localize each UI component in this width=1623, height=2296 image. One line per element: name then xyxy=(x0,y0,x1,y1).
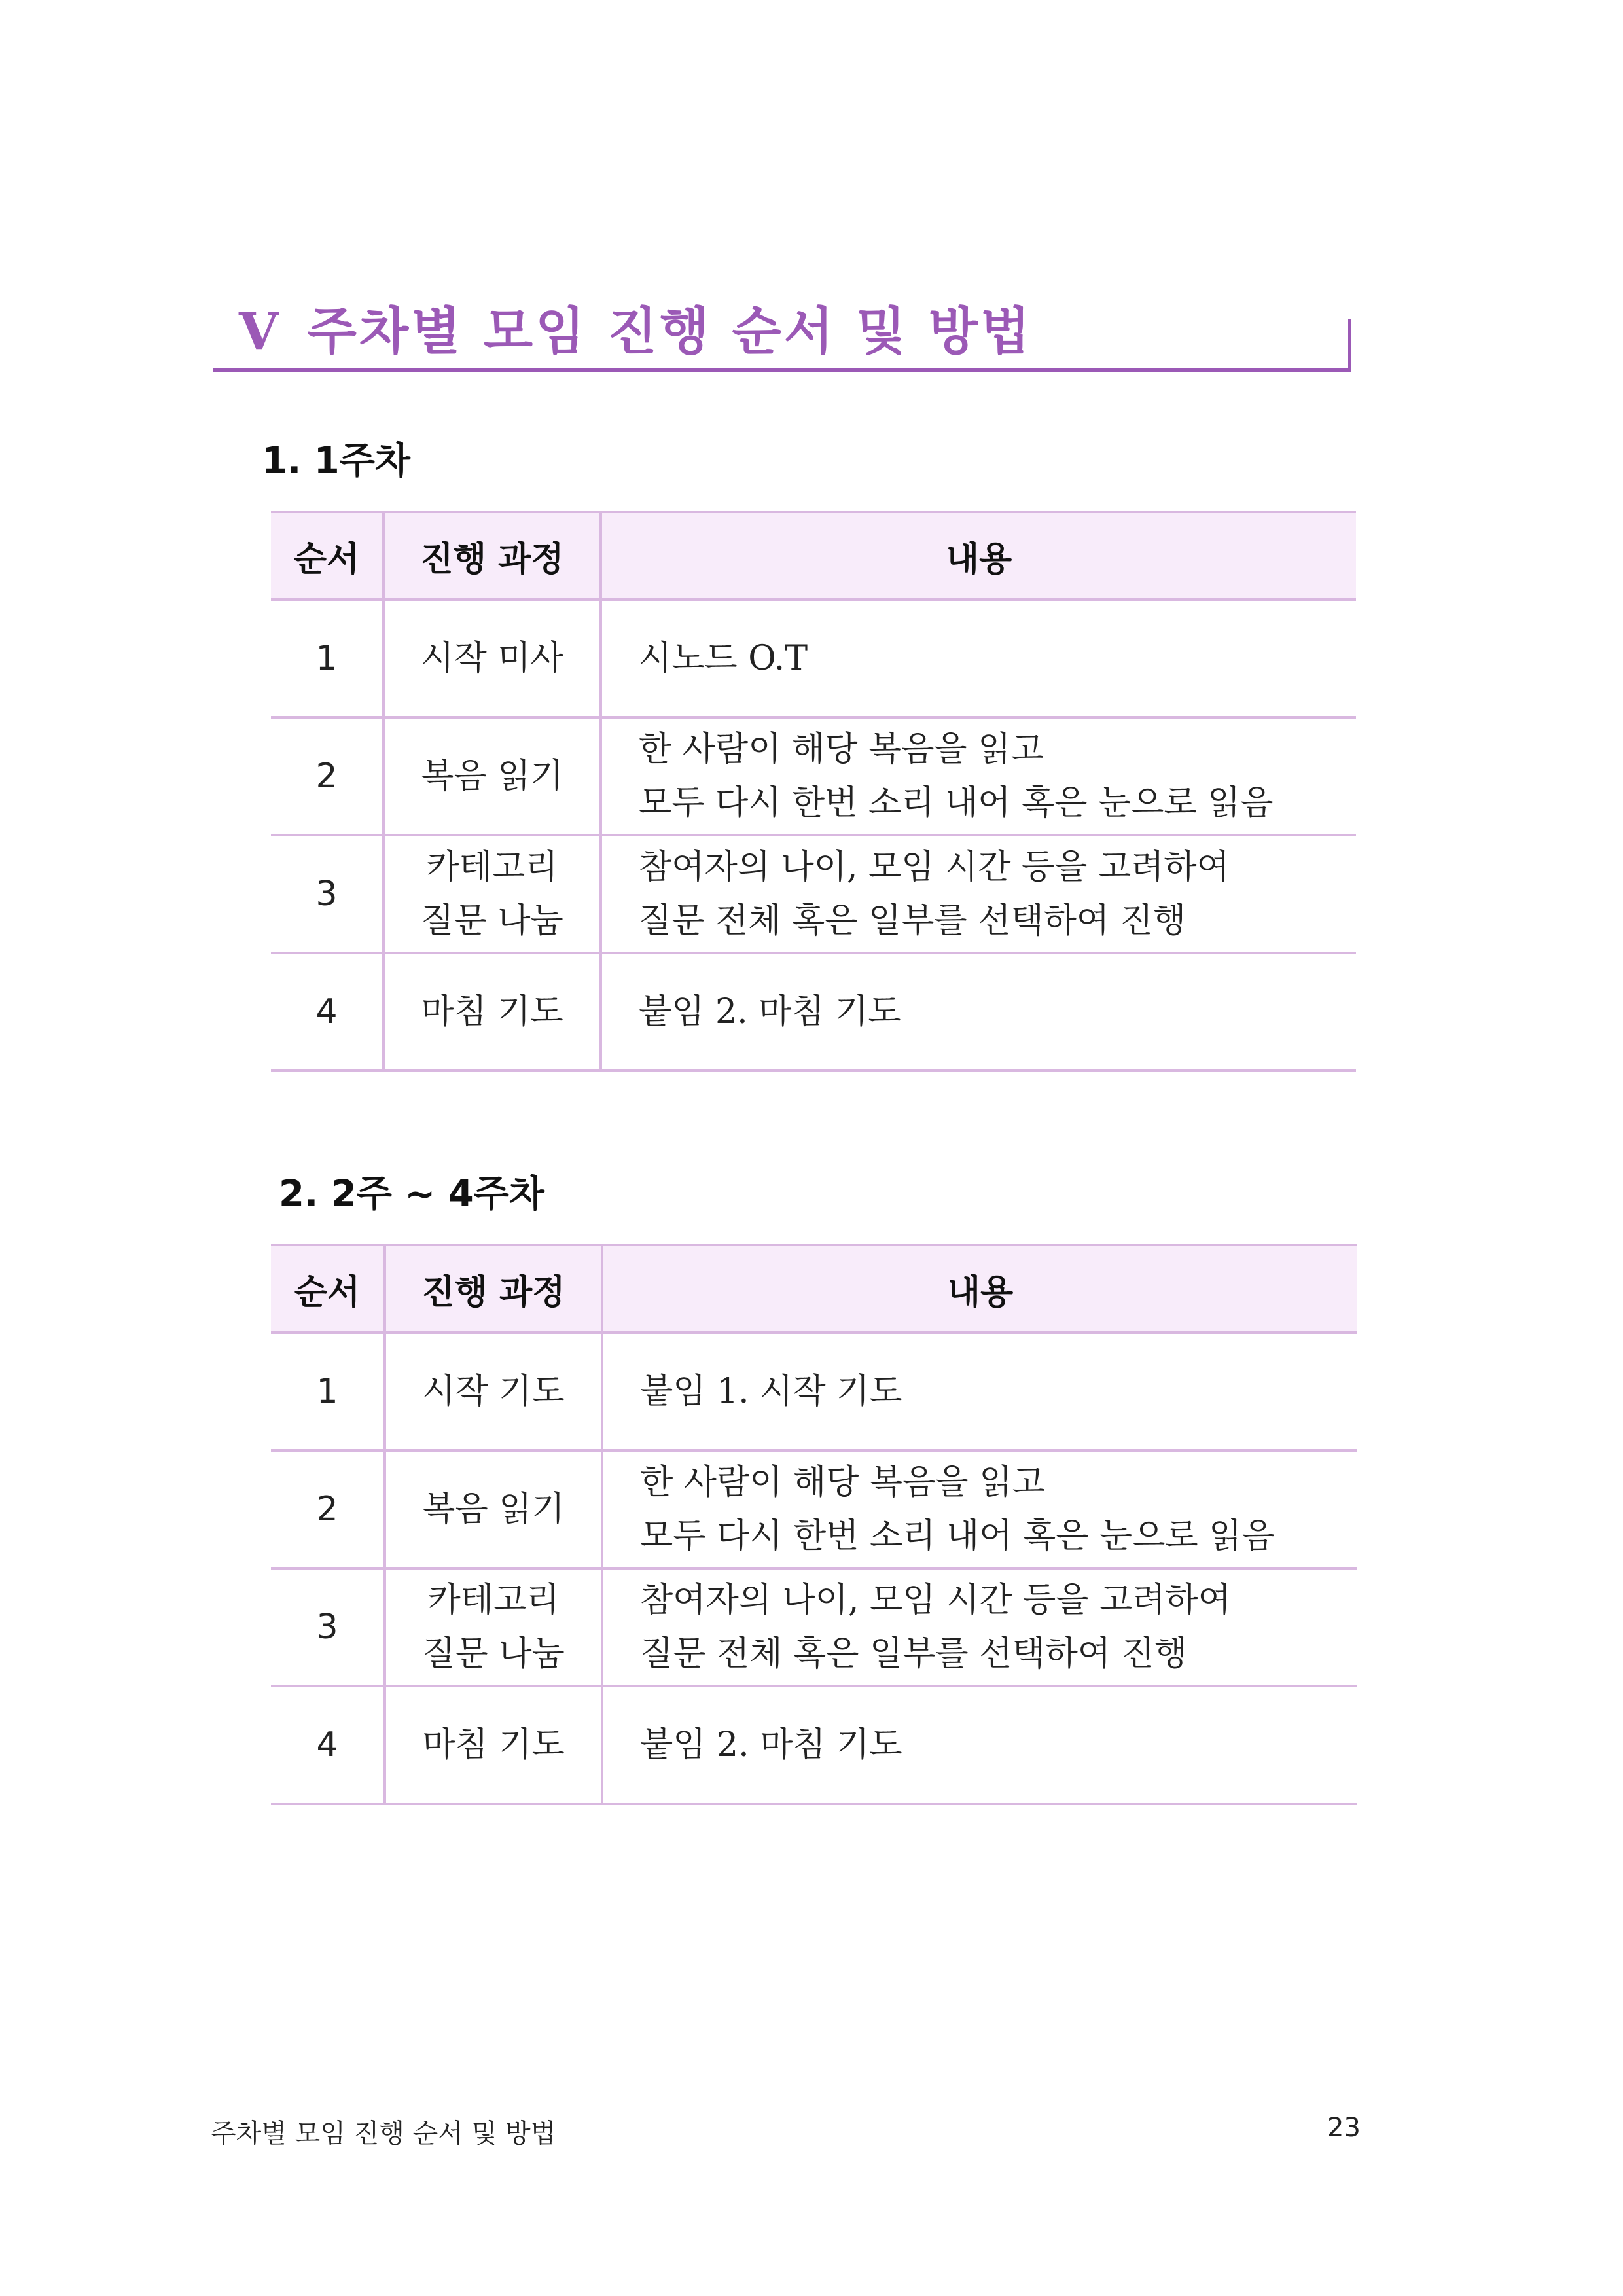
content-line: 붙임 2. 마침 기도 xyxy=(640,1725,902,1765)
row-order: 1 xyxy=(271,600,383,717)
table-row xyxy=(271,1450,1357,1568)
step-line: 마침 기도 xyxy=(422,1725,565,1765)
header-content: 내용 xyxy=(602,1245,1357,1333)
schedule-table-week2-4 xyxy=(271,1244,1357,1805)
row-step xyxy=(383,953,601,1071)
table-row xyxy=(271,717,1356,835)
section-title-week2-4: 2. 2주 ~ 4주차 xyxy=(279,1173,544,1215)
step-line: 질문 나눔 xyxy=(422,1634,565,1674)
row-step xyxy=(383,600,601,717)
chapter-title-text: 주차별 모임 진행 순서 및 방법 xyxy=(307,302,1033,361)
table-header-row xyxy=(271,1245,1357,1333)
table-row xyxy=(271,1686,1357,1804)
content-line: 붙임 1. 시작 기도 xyxy=(640,1372,902,1411)
row-step xyxy=(383,835,601,953)
content-line: 모두 다시 한번 소리 내어 혹은 눈으로 읽음 xyxy=(640,1516,1275,1556)
row-order: 1 xyxy=(271,1333,385,1450)
schedule-table-week1 xyxy=(271,511,1356,1072)
row-content xyxy=(601,600,1356,717)
header-content: 내용 xyxy=(601,512,1356,600)
section-title-week1: 1. 1주차 xyxy=(262,440,410,482)
row-content xyxy=(602,1450,1357,1568)
table-row xyxy=(271,1333,1357,1450)
table-header-row xyxy=(271,512,1356,600)
content-line: 모두 다시 한번 소리 내어 혹은 눈으로 읽음 xyxy=(639,783,1274,823)
row-order: 2 xyxy=(271,717,383,835)
content-line: 질문 전체 혹은 일부를 선택하여 진행 xyxy=(639,901,1186,941)
step-line: 질문 나눔 xyxy=(421,901,563,941)
chapter-header xyxy=(213,288,1351,372)
row-order: 3 xyxy=(271,1568,385,1686)
table-row xyxy=(271,953,1356,1071)
row-content xyxy=(601,717,1356,835)
row-content xyxy=(601,835,1356,953)
step-line: 시작 미사 xyxy=(421,639,563,678)
content-line: 참여자의 나이, 모임 시간 등을 고려하여 xyxy=(640,1581,1231,1620)
row-content xyxy=(602,1568,1357,1686)
footer-running-title: 주차별 모임 진행 순서 및 방법 xyxy=(211,2119,556,2149)
content-line: 한 사람이 해당 복음을 읽고 xyxy=(640,1463,1045,1502)
row-order: 3 xyxy=(271,835,383,953)
step-line: 카테고리 xyxy=(427,1581,560,1620)
page-number: 23 xyxy=(1327,2113,1361,2143)
step-line: 마침 기도 xyxy=(421,992,563,1031)
header-order: 순서 xyxy=(271,512,383,600)
step-line: 복음 읽기 xyxy=(422,1490,565,1529)
table-row xyxy=(271,600,1356,717)
row-order: 2 xyxy=(271,1450,385,1568)
chapter-title xyxy=(239,291,1032,364)
row-step xyxy=(385,1568,602,1686)
content-line: 참여자의 나이, 모임 시간 등을 고려하여 xyxy=(639,848,1230,887)
row-order: 4 xyxy=(271,953,383,1071)
row-content xyxy=(602,1686,1357,1804)
chapter-number: V xyxy=(239,302,281,361)
content-line: 질문 전체 혹은 일부를 선택하여 진행 xyxy=(640,1634,1188,1674)
step-line: 시작 기도 xyxy=(422,1372,565,1411)
header-step: 진행 과정 xyxy=(383,512,601,600)
row-step xyxy=(385,1333,602,1450)
header-step: 진행 과정 xyxy=(385,1245,602,1333)
step-line: 복음 읽기 xyxy=(421,757,563,796)
row-content xyxy=(602,1333,1357,1450)
row-order: 4 xyxy=(271,1686,385,1804)
row-step xyxy=(385,1686,602,1804)
content-line: 한 사람이 해당 복음을 읽고 xyxy=(639,730,1044,769)
table-row xyxy=(271,1568,1357,1686)
row-step xyxy=(383,717,601,835)
row-content xyxy=(601,953,1356,1071)
content-line: 붙임 2. 마침 기도 xyxy=(639,992,901,1031)
step-line: 카테고리 xyxy=(426,848,558,887)
header-order: 순서 xyxy=(271,1245,385,1333)
row-step xyxy=(385,1450,602,1568)
table-row xyxy=(271,835,1356,953)
content-line: 시노드 O.T xyxy=(639,639,808,678)
